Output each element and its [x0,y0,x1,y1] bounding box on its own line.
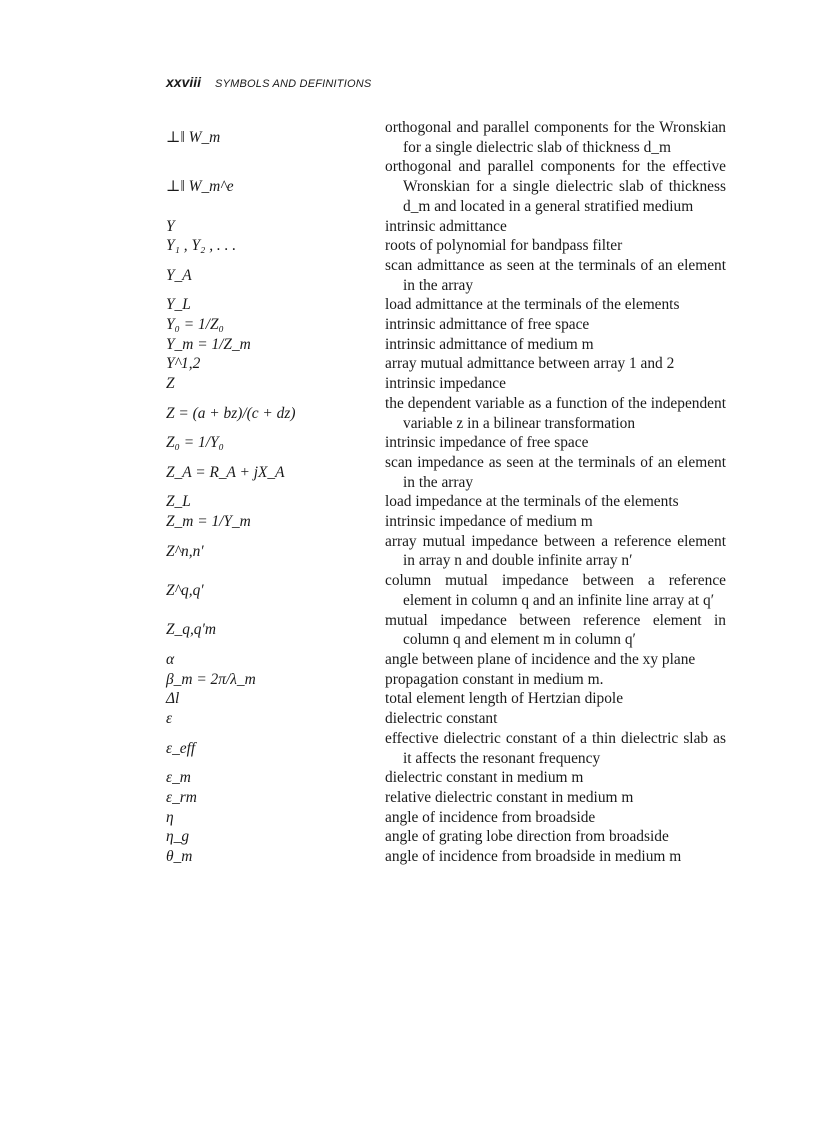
entry-22 [166,729,726,768]
entry-14 [166,512,726,532]
entry-definition: angle of incidence from broadside in medium m [385,848,682,866]
entry-symbol: ε_eff [166,739,196,757]
entry-symbol: ε_m [166,769,191,787]
entry-symbol: ⊥‖ W_m [166,128,221,146]
entry-symbol: Z_A = R_A + jX_A [166,463,285,481]
entry-0 [166,118,726,157]
entry-definition: orthogonal and parallel components for the effective Wronskian for a single dielectric slab of thickness d_m and located in a general stratified medium [385,158,726,215]
entry-definition: angle of incidence from broadside [385,808,596,826]
entry-symbol: ε_rm [166,788,197,806]
entry-19 [166,670,726,690]
entry-definition: mutual impedance between reference element in column q and element m in column q′ [385,611,726,649]
entry-definition: intrinsic admittance of free space [385,316,590,334]
entry-definition: total element length of Hertzian dipole [385,690,624,708]
entry-11 [166,433,726,453]
entry-definition: scan impedance as seen at the terminals of an element in the array [385,453,726,491]
entry-definition: relative dielectric constant in medium m [385,788,634,806]
entry-definition: dielectric constant in medium m [385,769,584,787]
entry-1 [166,157,726,216]
entry-symbol: β_m = 2π/λ_m [166,670,256,688]
entry-symbol: Y_A [166,266,192,284]
entry-symbol: Y_m = 1/Z_m [166,335,251,353]
entry-definition: angle of grating lobe direction from broadside [385,828,669,846]
entry-5 [166,295,726,315]
entry-2 [166,217,726,237]
running-title: SYMBOLS AND DEFINITIONS [215,78,372,90]
entry-definition: effective dielectric constant of a thin dielectric slab as it affects the resonant frequency [385,729,726,767]
entry-25 [166,808,726,828]
entry-4 [166,256,726,295]
entry-21 [166,709,726,729]
entry-definition: intrinsic admittance [385,217,507,235]
entry-definition: intrinsic impedance [385,375,506,393]
entry-symbol: η_g [166,828,190,846]
entry-symbol: Z₀ = 1/Y₀ [166,434,224,452]
entry-definition: intrinsic admittance of medium m [385,335,594,353]
entry-18 [166,650,726,670]
entry-symbol: θ_m [166,848,193,866]
entry-definition: intrinsic impedance of medium m [385,513,593,531]
entry-definition: dielectric constant [385,710,498,728]
entry-definition: the dependent variable as a function of the independent variable z in a bilinear transformation [385,394,726,432]
entry-definition: scan admittance as seen at the terminals of an element in the array [385,256,726,294]
entry-3 [166,236,726,256]
entry-symbol: Z^q,q′ [166,582,204,600]
entry-20 [166,689,726,709]
entry-symbol: Z_L [166,493,191,511]
entry-symbol: ε [166,710,173,728]
entry-23 [166,768,726,788]
entry-symbol: Z [166,375,175,393]
page-number: xxviii [166,74,202,90]
entry-symbol: Z^n,n′ [166,542,204,560]
entry-10 [166,394,726,433]
entry-symbol: Z_q,q′m [166,621,216,639]
entry-16 [166,571,726,610]
entry-symbol: ⊥‖ W_m^e [166,178,234,196]
entry-definition: roots of polynomial for bandpass filter [385,237,623,255]
entry-definition: load impedance at the terminals of the elements [385,493,679,511]
entry-24 [166,788,726,808]
entry-symbol: Y^1,2 [166,355,201,373]
entry-definition: load admittance at the terminals of the elements [385,296,680,314]
entry-symbol: Y [166,217,175,235]
entry-9 [166,374,726,394]
entry-26 [166,827,726,847]
running-header [166,74,371,92]
entry-27 [166,847,726,867]
symbol-list [166,118,726,867]
entry-symbol: η [166,808,174,826]
entry-7 [166,335,726,355]
entry-symbol: Y₀ = 1/Z₀ [166,316,224,334]
entry-definition: array mutual admittance between array 1 and 2 [385,355,675,373]
entry-17 [166,611,726,650]
entry-symbol: Δl [166,690,180,708]
entry-definition: angle between plane of incidence and the xy plane [385,650,696,668]
entry-symbol: α [166,650,175,668]
entry-definition: orthogonal and parallel components for the Wronskian for a single dielectric slab of thickness d_m [385,119,726,156]
entry-13 [166,492,726,512]
entry-15 [166,532,726,571]
entry-definition: intrinsic impedance of free space [385,434,589,452]
entry-8 [166,354,726,374]
entry-symbol: Y₁ , Y₂ , . . . [166,237,237,255]
entry-12 [166,453,726,492]
entry-definition: array mutual impedance between a reference element in array n and double infinite array n′ [385,532,726,570]
entry-definition: propagation constant in medium m. [385,670,604,688]
entry-symbol: Y_L [166,296,191,314]
entry-definition: column mutual impedance between a reference element in column q and an infinite line array at q′ [385,572,726,609]
entry-6 [166,315,726,335]
entry-symbol: Z = (a + bz)/(c + dz) [166,404,296,422]
entry-symbol: Z_m = 1/Y_m [166,513,251,531]
